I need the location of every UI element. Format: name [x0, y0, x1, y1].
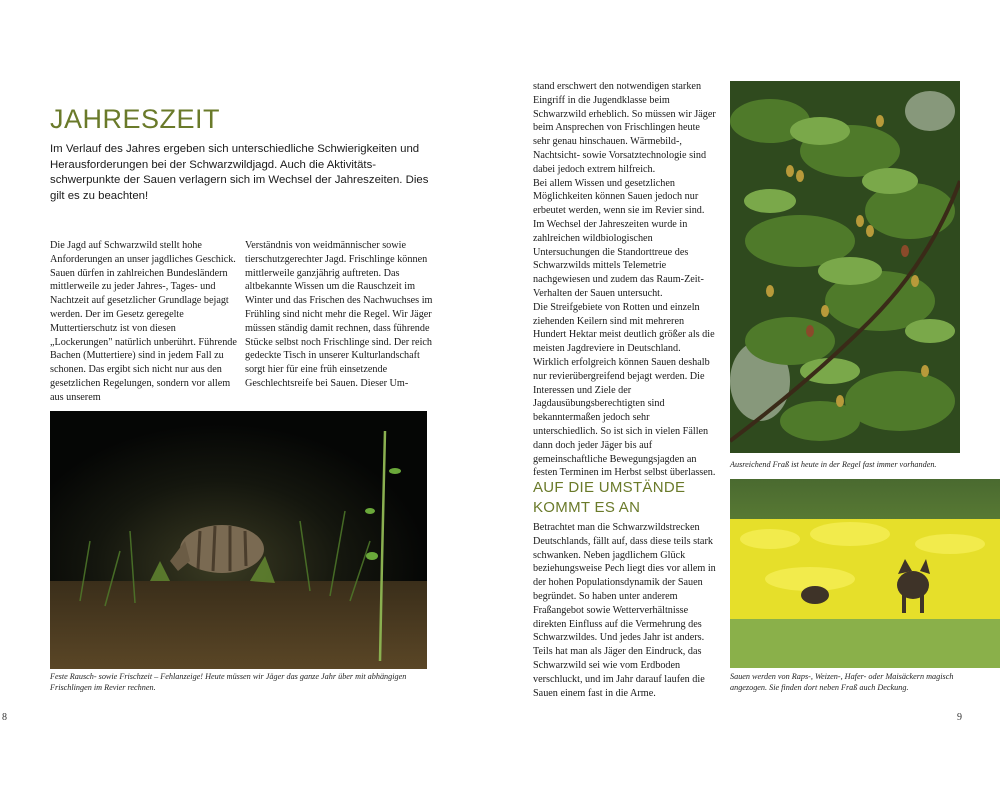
section-subheading: AUF DIE UMSTÄNDE KOMMT ES AN — [533, 479, 686, 516]
body-column-2: Verständnis von weidmännischer sowie tierschutzgerechter Jagd. Frischlinge können mittlerweile ganzjährig auftreten. Das altbekannte Wissen um die Rauschzeit im Winter und das Frischen des Nachwuchses im Frühling sind nicht mehr die Regel. Wir Jäger müssen ständig damit rechnen, dass führende Stücke selbst noch Frischlinge sind. Der reich gedeckte Tisch in unserer Kulturlandschaft sorgt hier für eine früh einsetzende Geschlechtsreife bei Sauen. Dieser Um- — [245, 240, 433, 389]
paragraph-1: stand erschwert den notwendigen starken Eingriff in die Jugendklasse beim Schwarzwild erheblich. So müssen wir Jäger beim Ansprechen von Frischlingen heute sehr genau hinschauen. Wärmebild-, Nachtsicht- sowie Vorsatztechnologie sind dabei jedoch extrem hilfreich. — [533, 81, 716, 175]
paragraph-3: Die Streifgebiete von Rotten und einzeln ziehenden Keilern sind mit mehreren Hundert Hektar meist deutlich größer als die meisten Jagdreviere in Deutschland. Wirklich erfolgreich können Sauen deshalb nur revierübergreifend bejagt werden. Die Interessen und Ziele der Jagdausübungsberechtigten sind bekanntermaßen jedoch sehr unterschiedlich. So ist sich in vielen Fällen dann doch jeder Jäger bis auf gemeinschaftliche Bewegungsjagden an festen Terminen im Herbst selbst überlassen. — [533, 301, 716, 479]
photo-oak-acorns — [730, 81, 960, 453]
body-column-3 — [533, 80, 716, 480]
photo-caption-right-top: Ausreichend Fraß ist heute in der Regel fast immer vorhanden. — [730, 460, 937, 469]
page-number-left: 8 — [2, 712, 7, 723]
body-column-4: Betrachtet man die Schwarzwildstrecken Deutschlands, fällt auf, dass diese teils stark schwanken. Neben jagdlichem Glück beziehungsweise Pech liegt dies vor allem in der hohen Populationsdynamik der Sauen begründet. So haben unter anderem Fraßangebot sowie Wetterverhältnisse direkten Einfluss auf die Vermehrung des Schwarzwildes. Und jedes Jahr ist anders. Teils hat man als Jäger den Eindruck, das Schwarzwild sei wie vom Erdboden verschluckt, und im Jahr darauf laufen die Sauen einem fast in die Arme. — [533, 522, 716, 699]
page-number-right: 9 — [957, 712, 962, 723]
photo-caption-right-bottom: Sauen werden von Raps-, Weizen-, Hafer- oder Maisäckern magisch angezogen. Sie finden dort neben Fraß auch Deckung. — [730, 672, 954, 692]
photo-boar-rapeseed-field — [730, 479, 1000, 668]
photo-caption-left: Feste Rausch- sowie Frischzeit – Fehlanzeige! Heute müssen wir Jäger das ganze Jahr über mit abhängigen Frischlingen im Revier rechnen. — [50, 672, 407, 692]
photo-wild-boar-piglet-night — [50, 411, 427, 669]
intro-lead: Im Verlauf des Jahres ergeben sich unterschiedliche Schwierigkeiten und Herausforderungen bei der Schwarzwildjagd. Auch die Aktivitätsschwerpunkte der Sauen verlagern sich im Wechsel der Jahreszeiten. Dies gilt es zu beachten! — [50, 143, 429, 202]
paragraph-2: Bei allem Wissen und gesetzlichen Möglichkeiten können Sauen jedoch nur erbeutet werden, wenn sie im Revier sind. Im Wechsel der Jahreszeiten wurde in zahlreichen wildbiologischen Untersuchungen die Standorttreue des Schwarzwilds mittels Telemetrie nachgewiesen und zudem das Raum-Zeit-Verhalten der Sauen untersucht. — [533, 177, 705, 299]
body-column-1: Die Jagd auf Schwarzwild stellt hohe Anforderungen an unser jagdliches Geschick. Sauen dürfen in zahlreichen Bundesländern mittlerweile zu jeder Jahres-, Tages- und Nachtzeit auf gesetzlicher Grundlage bejagt werden. Der im Gesetz geregelte Muttertierschutz ist von diesen „Lockerungen" natürlich unberührt. Führende Bachen (Muttertiere) sind in jedem Fall zu schonen. Das ergibt sich nicht nur aus den gesetzlichen Regelungen, sondern vor allem aus unserem — [50, 240, 237, 403]
page-title: JAHRESZEIT — [50, 104, 221, 134]
